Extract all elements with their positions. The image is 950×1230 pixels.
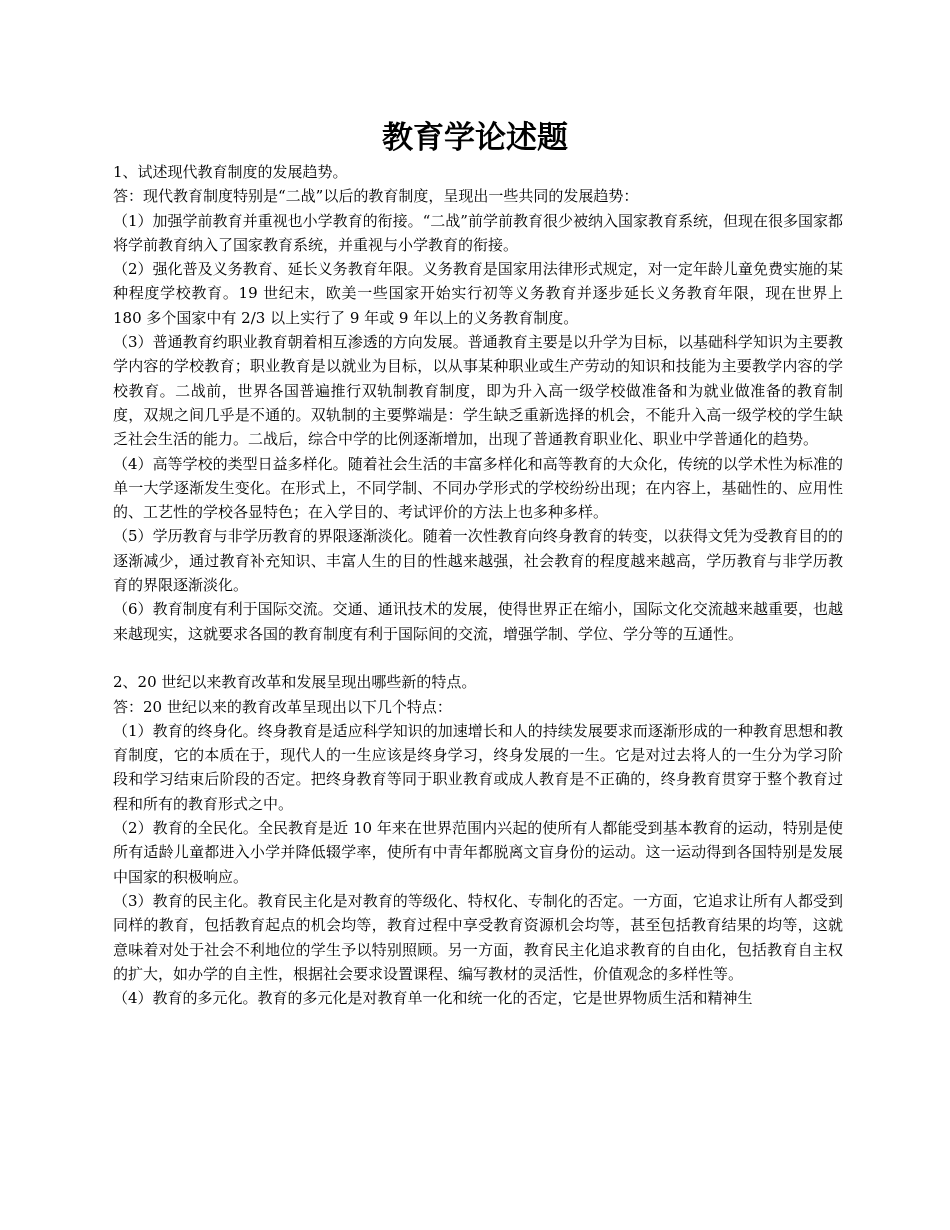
- paragraph-spacer: [113, 646, 843, 670]
- answer-1-point-4: （4）高等学校的类型日益多样化。随着社会生活的丰富多样化和高等教育的大众化，传统的以学术性为标准的单一大学逐渐发生变化。在形式上，不同学制、不同办学形式的学校纷纷出现；在内容上，基础性的、应用性的、工艺性的学校各显特色；在入学目的、考试评价的方法上也多种多样。: [113, 454, 843, 522]
- answer-1-point-6: （6）教育制度有利于国际交流。交通、通讯技术的发展，使得世界正在缩小，国际文化交流越来越重要，也越来越现实，这就要求各国的教育制度有利于国际间的交流，增强学制、学位、学分等的互通性。: [113, 600, 843, 643]
- answer-1-intro: 答：现代教育制度特别是“二战”以后的教育制度，呈现出一些共同的发展趋势：: [113, 187, 639, 206]
- page-title: 教育学论述题: [382, 120, 568, 156]
- answer-1-point-1: （1）加强学前教育并重视也小学教育的衔接。“二战”前学前教育很少被纳入国家教育系统，但现在很多国家都将学前教育纳入了国家教育系统，并重视与小学教育的衔接。: [113, 211, 843, 254]
- question-1: 1、试述现代教育制度的发展趋势。: [113, 163, 348, 181]
- answer-2-point-4: （4）教育的多元化。教育的多元化是对教育单一化和统一化的否定，它是世界物质生活和精神生: [113, 989, 753, 1008]
- answer-2-intro: 答：20 世纪以来的教育改革呈现出以下几个特点：: [113, 697, 452, 716]
- answer-2-point-2: （2）教育的全民化。全民教育是近 10 年来在世界范围内兴起的使所有人都能受到基本教育的运动，特别是使所有适龄儿童都进入小学并降低辍学率，使所有中青年都脱离文盲身份的运动。这一运动得到各国特别是发展中国家的积极响应。: [113, 819, 843, 886]
- document-body: [113, 160, 843, 1010]
- question-2: 2、20 世纪以来教育改革和发展呈现出哪些新的特点。: [113, 673, 477, 692]
- answer-2-point-1: （1）教育的终身化。终身教育是适应科学知识的加速增长和人的持续发展要求而逐渐形成的一种教育思想和教育制度，它的本质在于，现代人的一生应该是终身学习，终身发展的一生。它是对过去将人的一生分为学习阶段和学习结束后阶段的否定。把终身教育等同于职业教育或成人教育是不正确的，终身教育贯穿于整个教育过程和所有的教育形式之中。: [113, 721, 843, 813]
- answer-1-point-5: （5）学历教育与非学历教育的界限逐渐淡化。随着一次性教育向终身教育的转变，以获得文凭为受教育目的的逐渐减少，通过教育补充知识、丰富人生的目的性越来越强，社会教育的程度越来越高，学历教育与非学历教育的界限逐渐淡化。: [113, 527, 843, 595]
- answer-1-point-2: （2）强化普及义务教育、延长义务教育年限。义务教育是国家用法律形式规定，对一定年龄儿童免费实施的某种程度学校教育。19 世纪末，欧美一些国家开始实行初等义务教育并逐步延长义务教育年限，现在世界上 180 多个国家中有 2/3 以上实行了 9 年或 9 年以上的义务教育制度。: [113, 260, 843, 327]
- answer-1-point-3: （3）普通教育约职业教育朝着相互渗透的方向发展。普通教育主要是以升学为目标，以基础科学知识为主要教学内容的学校教育；职业教育是以就业为目标，以从事某种职业或生产劳动的知识和技能为主要教学内容的学校教育。二战前，世界各国普遍推行双轨制教育制度，即为升入高一级学校做准备和为就业做准备的教育制度，双规之间几乎是不通的。双轨制的主要弊端是：学生缺乏重新选择的机会，不能升入高一级学校的学生缺乏社会生活的能力。二战后，综合中学的比例逐渐增加，出现了普通教育职业化、职业中学普通化的趋势。: [113, 333, 843, 449]
- answer-2-point-3: （3）教育的民主化。教育民主化是对教育的等级化、特权化、专制化的否定。一方面，它追求让所有人都受到同样的教育，包括教育起点的机会均等，教育过程中享受教育资源机会均等，甚至包括教育结果的均等，这就意味着对处于社会不利地位的学生予以特别照顾。另一方面，教育民主化追求教育的自由化，包括教育自主权的扩大，如办学的自主性，根据社会要求设置课程、编写教材的灵活性，价值观念的多样性等。: [113, 891, 843, 983]
